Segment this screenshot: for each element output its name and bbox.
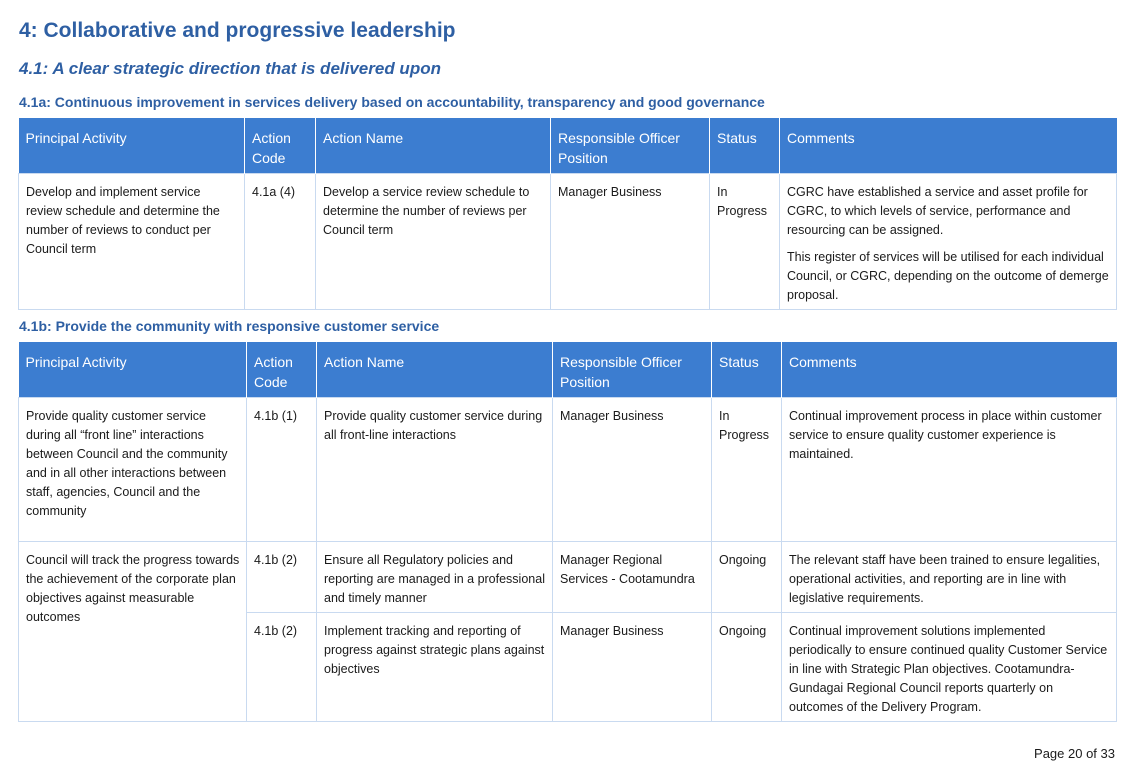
page-heading: 4: Collaborative and progressive leadership — [19, 19, 456, 42]
section-heading: 4.1: A clear strategic direction that is delivered upon — [19, 59, 441, 78]
page-number: Page 20 of 33 — [1034, 746, 1115, 761]
table-row — [19, 174, 1117, 310]
status-cell: Ongoing — [712, 613, 782, 722]
comments-cell: Continual improvement process in place within customer service to ensure quality customer experience is maintained. — [782, 398, 1117, 542]
column-header: Status — [710, 118, 780, 174]
table-row — [19, 398, 1117, 542]
action-code-cell: 4.1b (1) — [247, 398, 317, 542]
table-row — [19, 542, 1117, 613]
column-header: Action Code — [247, 342, 317, 398]
comment-paragraph: This register of services will be utilised for each individual Council, or CGRC, depending on the outcome of demerge proposal. — [787, 250, 1109, 302]
column-header: Principal Activity — [19, 342, 247, 398]
column-header: Comments — [782, 342, 1117, 398]
officer-cell: Manager Business — [553, 398, 712, 542]
table-header-row — [19, 342, 1117, 398]
column-header: Responsible Officer Position — [553, 342, 712, 398]
principal-activity-cell: Develop and implement service review schedule and determine the number of reviews to conduct per Council term — [19, 174, 245, 310]
principal-activity-cell: Provide quality customer service during all “front line” interactions between Council and the community and in all other interactions between staff, agencies, Council and the community — [19, 398, 247, 542]
principal-activity-cell: Council will track the progress towards the achievement of the corporate plan objectives against measurable outcomes — [19, 542, 247, 722]
officer-cell: Manager Regional Services - Cootamundra — [553, 542, 712, 613]
subsection-heading-4-1a: 4.1a: Continuous improvement in services delivery based on accountability, transparency and good governance — [19, 94, 765, 110]
column-header: Responsible Officer Position — [551, 118, 710, 174]
action-code-cell: 4.1b (2) — [247, 613, 317, 722]
table-header-row — [19, 118, 1117, 174]
subsection-heading-4-1b: 4.1b: Provide the community with responsive customer service — [19, 318, 440, 334]
comments-cell: Continual improvement solutions implemented periodically to ensure continued quality Customer Service in line with Strategic Plan objectives. Cootamundra-Gundagai Regional Council reports quarterly on outcomes of the Delivery Program. — [782, 613, 1117, 722]
action-name-cell: Ensure all Regulatory policies and reporting are managed in a professional and timely manner — [317, 542, 553, 613]
action-code-cell: 4.1a (4) — [245, 174, 316, 310]
action-name-cell: Implement tracking and reporting of progress against strategic plans against objectives — [317, 613, 553, 722]
column-header: Principal Activity — [19, 118, 245, 174]
column-header: Action Name — [317, 342, 553, 398]
status-cell: In Progress — [710, 174, 780, 310]
column-header: Comments — [780, 118, 1117, 174]
action-name-cell: Provide quality customer service during all front-line interactions — [317, 398, 553, 542]
activity-table-4-1b — [18, 342, 1117, 722]
action-name-cell: Develop a service review schedule to determine the number of reviews per Council term — [316, 174, 551, 310]
comments-cell: The relevant staff have been trained to ensure legalities, operational activities, and reporting are in line with legislative requirements. — [782, 542, 1117, 613]
comment-paragraph: CGRC have established a service and asset profile for CGRC, to which levels of service, performance and resourcing can be assigned. — [787, 185, 1088, 237]
column-header: Action Name — [316, 118, 551, 174]
comments-cell — [780, 174, 1117, 310]
action-code-cell: 4.1b (2) — [247, 542, 317, 613]
activity-table-4-1a — [18, 118, 1117, 310]
status-cell: In Progress — [712, 398, 782, 542]
column-header: Action Code — [245, 118, 316, 174]
status-cell: Ongoing — [712, 542, 782, 613]
officer-cell: Manager Business — [551, 174, 710, 310]
column-header: Status — [712, 342, 782, 398]
officer-cell: Manager Business — [553, 613, 712, 722]
